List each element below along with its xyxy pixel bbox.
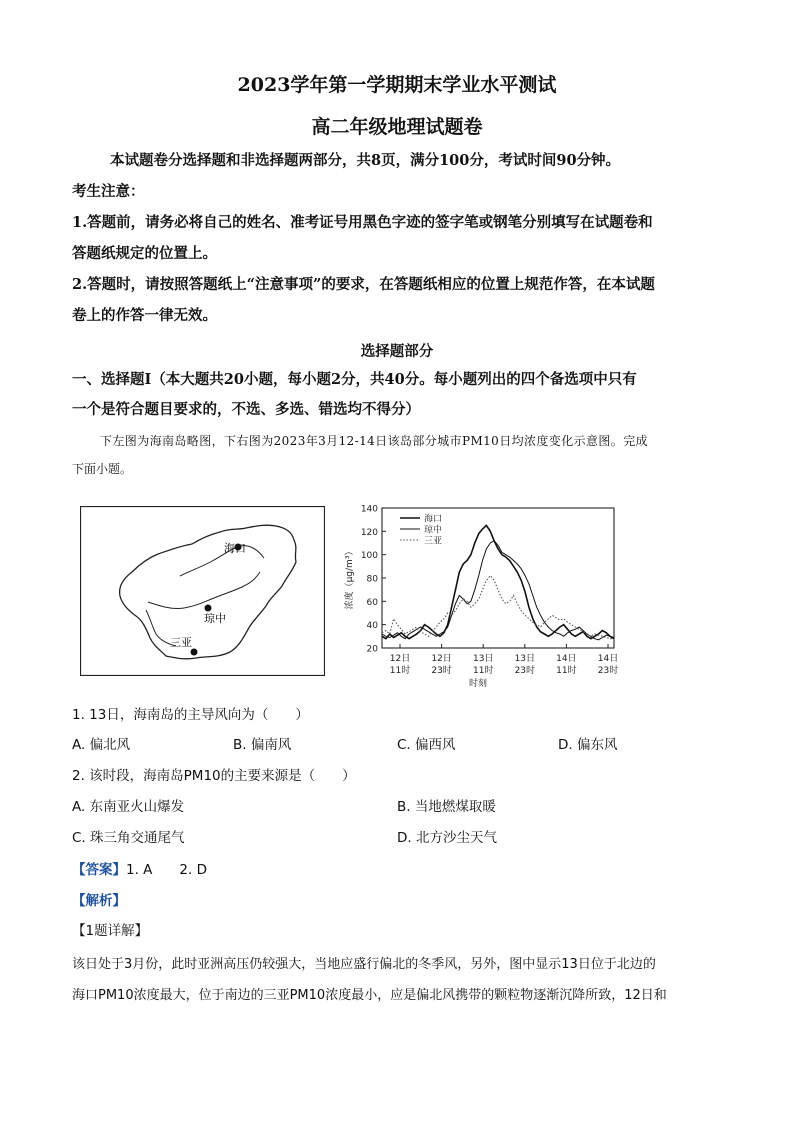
- part1-heading-line1: 一、选择题Ⅰ（本大题共20小题，每小题2分，共40分。每小题列出的四个备选项中只有: [72, 371, 637, 388]
- detail-tag: 【1题详解】: [72, 923, 149, 939]
- x-tick-time: 23时: [431, 666, 452, 676]
- notice-item2-line1: 2.答题时，请按照答题纸上“注意事项”的要求，在答题纸相应的位置上规范作答，在本试题: [72, 276, 655, 293]
- exam-subtitle: 高二年级地理试题卷: [311, 116, 483, 138]
- hainan-map: [80, 506, 325, 676]
- x-tick-day: 13日: [472, 654, 494, 664]
- y-axis-label: 浓度（μg/m³）: [345, 546, 355, 610]
- stem-line2: 下面小题。: [72, 462, 133, 476]
- x-axis-label: 时刻: [468, 679, 488, 689]
- question-2-stem: 2. 该时段，海南岛PM10的主要来源是（ ）: [72, 768, 356, 784]
- x-tick-time: 11时: [556, 666, 577, 676]
- answer-value: 1. A 2. D: [126, 862, 207, 878]
- y-tick-label: 120: [360, 527, 378, 538]
- question-1-stem: 1. 13日，海南岛的主导风向为（ ）: [72, 707, 309, 723]
- q1-option-d[interactable]: D. 偏东风: [558, 737, 618, 753]
- q1-option-a[interactable]: A. 偏北风: [72, 737, 131, 753]
- map-label-qiongzhong: 琼中: [204, 612, 226, 625]
- pm10-chart: [340, 500, 630, 695]
- x-tick-day: 14日: [597, 654, 619, 664]
- legend-label-1: 琼中: [424, 525, 443, 536]
- q1-option-b[interactable]: B. 偏南风: [233, 737, 292, 753]
- q2-option-a[interactable]: A. 东南亚火山爆发: [72, 799, 185, 815]
- y-tick-label: 80: [366, 574, 378, 585]
- section-title: 选择题部分: [360, 343, 434, 360]
- map-label-sanya: 三亚: [170, 636, 192, 649]
- y-tick-label: 100: [360, 551, 378, 562]
- q1-option-c[interactable]: C. 偏西风: [397, 737, 456, 753]
- legend-label-0: 海口: [424, 514, 443, 525]
- map-frame: [81, 507, 325, 676]
- analysis-tag: [72, 889, 126, 909]
- x-tick-day: 14日: [556, 654, 577, 664]
- series-line-1: [382, 541, 614, 640]
- y-tick-label: 60: [366, 597, 378, 608]
- x-tick-time: 23时: [514, 666, 536, 676]
- x-tick-day: 12日: [431, 654, 452, 664]
- detail-line2: 海口PM10浓度最大，位于南边的三亚PM10浓度最小，应是偏北风携带的颗粒物逐渐沉降所致，12日和: [72, 988, 667, 1003]
- legend-label-2: 三亚: [424, 536, 443, 547]
- analysis-label: 【解析】: [72, 893, 126, 909]
- x-tick-day: 13日: [514, 654, 536, 664]
- q2-option-c[interactable]: C. 珠三角交通尾气: [72, 830, 185, 846]
- series-line-0: [382, 526, 614, 639]
- exam-title: 2023学年第一学期期末学业水平测试: [237, 74, 557, 96]
- q2-option-b[interactable]: B. 当地燃煤取暖: [397, 799, 496, 815]
- stem-line1: 下左图为海南岛略图，下右图为2023年3月12-14日该岛部分城市PM10日均浓度变化示意图。完成: [100, 434, 649, 448]
- x-tick-time: 23时: [597, 666, 619, 676]
- notice-item2-line2: 卷上的作答一律无效。: [72, 307, 217, 324]
- notice-heading: 考生注意：: [72, 183, 145, 200]
- answer-tag: 【答案】: [72, 862, 126, 878]
- sanya-dot: [191, 649, 198, 656]
- x-tick-time: 11时: [472, 666, 494, 676]
- detail-line1: 该日处于3月份，此时亚洲高压仍较强大，当地应盛行偏北的冬季风，另外，图中显示13日位于北边的: [72, 957, 656, 972]
- answer-line: [72, 858, 207, 878]
- notice-item1-line2: 答题纸规定的位置上。: [72, 245, 217, 262]
- exam-intro: 本试题卷分选择题和非选择题两部分，共8页，满分100分，考试时间90分钟。: [110, 152, 621, 169]
- y-tick-label: 20: [366, 644, 378, 655]
- y-tick-label: 140: [360, 504, 378, 515]
- x-tick-time: 11时: [389, 666, 411, 676]
- q2-option-d[interactable]: D. 北方沙尘天气: [397, 830, 497, 846]
- notice-item1-line1: 1.答题前，请务必将自己的姓名、准考证号用黑色字迹的签字笔或钢笔分别填写在试题卷和: [72, 214, 653, 231]
- y-tick-label: 40: [366, 621, 378, 632]
- map-label-haikou: 海口: [224, 542, 246, 555]
- x-tick-day: 12日: [389, 654, 411, 664]
- qiongzhong-dot: [205, 605, 212, 612]
- part1-heading-line2: 一个是符合题目要求的，不选、多选、错选均不得分）: [72, 401, 420, 418]
